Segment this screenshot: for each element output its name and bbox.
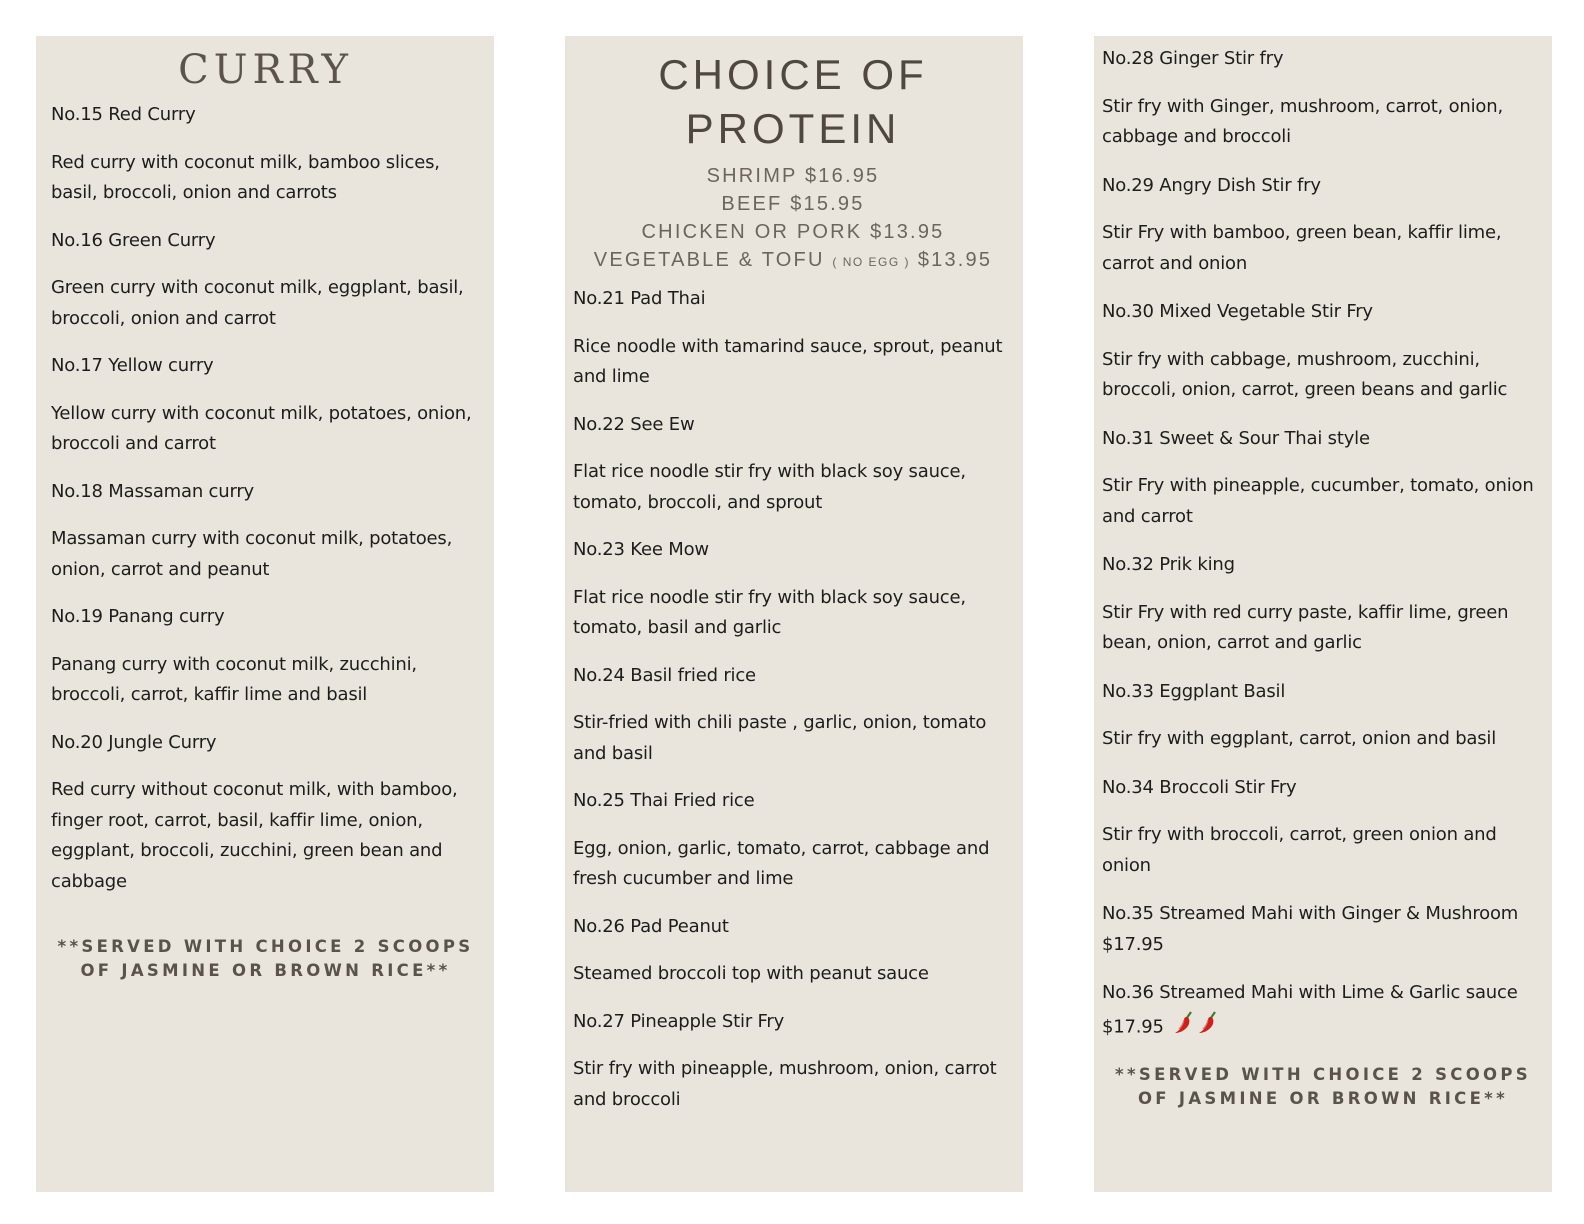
- menu-item-name: No.18 Massaman curry: [51, 480, 254, 502]
- menu-item-name: No.33 Eggplant Basil: [1102, 680, 1286, 702]
- menu-item-name: No.23 Kee Mow: [573, 539, 709, 560]
- menu-item-name: No.30 Mixed Vegetable Stir Fry: [1102, 301, 1373, 322]
- menu-item-name: No.25 Thai Fried rice: [573, 790, 755, 811]
- protein-price-list: [573, 162, 1013, 276]
- menu-item-description: Rice noodle with tamarind sauce, sprout, peanut and lime: [573, 335, 1003, 387]
- menu-item-description: Flat rice noodle stir fry with black soy sauce, tomato, basil and garlic: [573, 586, 966, 638]
- served-with-rice-note: **SERVED WITH CHOICE 2 SCOOPS OF JASMINE OR BROWN RICE**: [1115, 1065, 1531, 1108]
- menu-item-description: Flat rice noodle stir fry with black soy sauce, tomato, broccoli, and sprout: [573, 461, 966, 513]
- menu-item-name: No.31 Sweet & Sour Thai style: [1102, 427, 1370, 449]
- special-item-mahi-ginger: No.35 Streamed Mahi with Ginger & Mushroom $17.95: [1102, 903, 1519, 955]
- menu-item-name: No.34 Broccoli Stir Fry: [1102, 776, 1297, 798]
- special-item-mahi-lime-text: No.36 Streamed Mahi with Lime & Garlic sauce $17.95: [1102, 982, 1518, 1037]
- stir-fry-panel: [1094, 36, 1552, 1192]
- menu-item-name: No.21 Pad Thai: [573, 288, 706, 309]
- menu-item-description: Stir fry with cabbage, mushroom, zucchini, broccoli, onion, carrot, green beans and garlic: [1102, 348, 1508, 400]
- special-item-mahi-lime: [1102, 978, 1544, 1045]
- menu-item-name: No.27 Pineapple Stir Fry: [573, 1010, 785, 1032]
- protein-heading: [573, 48, 1013, 156]
- menu-item-name: No.28 Ginger Stir fry: [1102, 48, 1284, 69]
- price-beef: BEEF $15.95: [721, 193, 865, 215]
- veg-price: $13.95: [917, 249, 993, 271]
- curry-heading: CURRY: [178, 47, 353, 93]
- menu-item-name: No.22 See Ew: [573, 413, 695, 435]
- price-chicken-pork: CHICKEN OR PORK $13.95: [641, 221, 945, 243]
- menu-item-description: Massaman curry with coconut milk, potatoes, onion, carrot and peanut: [51, 528, 453, 580]
- menu-item-description: Panang curry with coconut milk, zucchini, broccoli, carrot, kaffir lime and basil: [51, 653, 417, 705]
- menu-item-name: No.32 Prik king: [1102, 554, 1235, 575]
- menu-item-name: No.24 Basil fried rice: [573, 664, 756, 686]
- menu-item-description: Green curry with coconut milk, eggplant, basil, broccoli, onion and carrot: [51, 277, 464, 329]
- menu-item-description: Steamed broccoli top with peanut sauce: [573, 963, 929, 984]
- menu-item-name: No.17 Yellow curry: [51, 355, 214, 376]
- menu-item-description: Egg, onion, garlic, tomato, carrot, cabbage and fresh cucumber and lime: [573, 837, 990, 889]
- menu-item-name: No.15 Red Curry: [51, 104, 196, 125]
- menu-item-name: No.20 Jungle Curry: [51, 731, 217, 753]
- menu-item-description: Red curry without coconut milk, with bamboo, finger root, carrot, basil, kaffir lime, onion, eggplant, broccoli, zucchini, green bean and cabbage: [51, 779, 458, 892]
- menu-item-description: Stir Fry with pineapple, cucumber, tomato, onion and carrot: [1102, 475, 1534, 527]
- menu-item-description: Red curry with coconut milk, bamboo slices, basil, broccoli, onion and carrots: [51, 151, 440, 203]
- menu-item-description: Stir Fry with red curry paste, kaffir lime, green bean, onion, carrot and garlic: [1102, 601, 1509, 653]
- protein-panel: [565, 36, 1023, 1192]
- protein-heading-line2: PROTEIN: [685, 105, 901, 152]
- protein-heading-line1: CHOICE OF: [658, 51, 928, 98]
- curry-panel: [36, 36, 494, 1192]
- menu-item-description: Stir fry with eggplant, carrot, onion and basil: [1102, 728, 1497, 749]
- menu-item-description: Stir-fried with chili paste , garlic, onion, tomato and basil: [573, 712, 987, 764]
- price-shrimp: SHRIMP $16.95: [706, 165, 880, 187]
- menu-item-description: Stir fry with Ginger, mushroom, carrot, onion, cabbage and broccoli: [1102, 95, 1503, 147]
- price-vegetable-tofu: [573, 246, 1013, 276]
- curry-item-list: [51, 100, 480, 897]
- menu-item-description: Stir fry with pineapple, mushroom, onion, carrot and broccoli: [573, 1058, 997, 1110]
- menu-item-name: No.26 Pad Peanut: [573, 915, 729, 937]
- menu-item-name: No.19 Panang curry: [51, 606, 225, 627]
- served-with-rice-note: **SERVED WITH CHOICE 2 SCOOPS OF JASMINE OR BROWN RICE**: [57, 937, 474, 980]
- menu-item-description: Stir Fry with bamboo, green bean, kaffir lime, carrot and onion: [1102, 222, 1502, 274]
- chili-pepper-icon: [1173, 1009, 1225, 1046]
- menu-item-description: Stir fry with broccoli, carrot, green onion and onion: [1102, 824, 1497, 876]
- menu-item-name: No.16 Green Curry: [51, 229, 216, 251]
- menu-item-description: Yellow curry with coconut milk, potatoes, onion, broccoli and carrot: [51, 402, 472, 454]
- no-egg-note: ( NO EGG ): [832, 255, 911, 269]
- noodle-rice-item-list: [573, 284, 1013, 1115]
- menu-item-name: No.29 Angry Dish Stir fry: [1102, 174, 1321, 196]
- stir-fry-item-list: [1102, 44, 1544, 1045]
- veg-label: VEGETABLE & TOFU: [593, 249, 825, 271]
